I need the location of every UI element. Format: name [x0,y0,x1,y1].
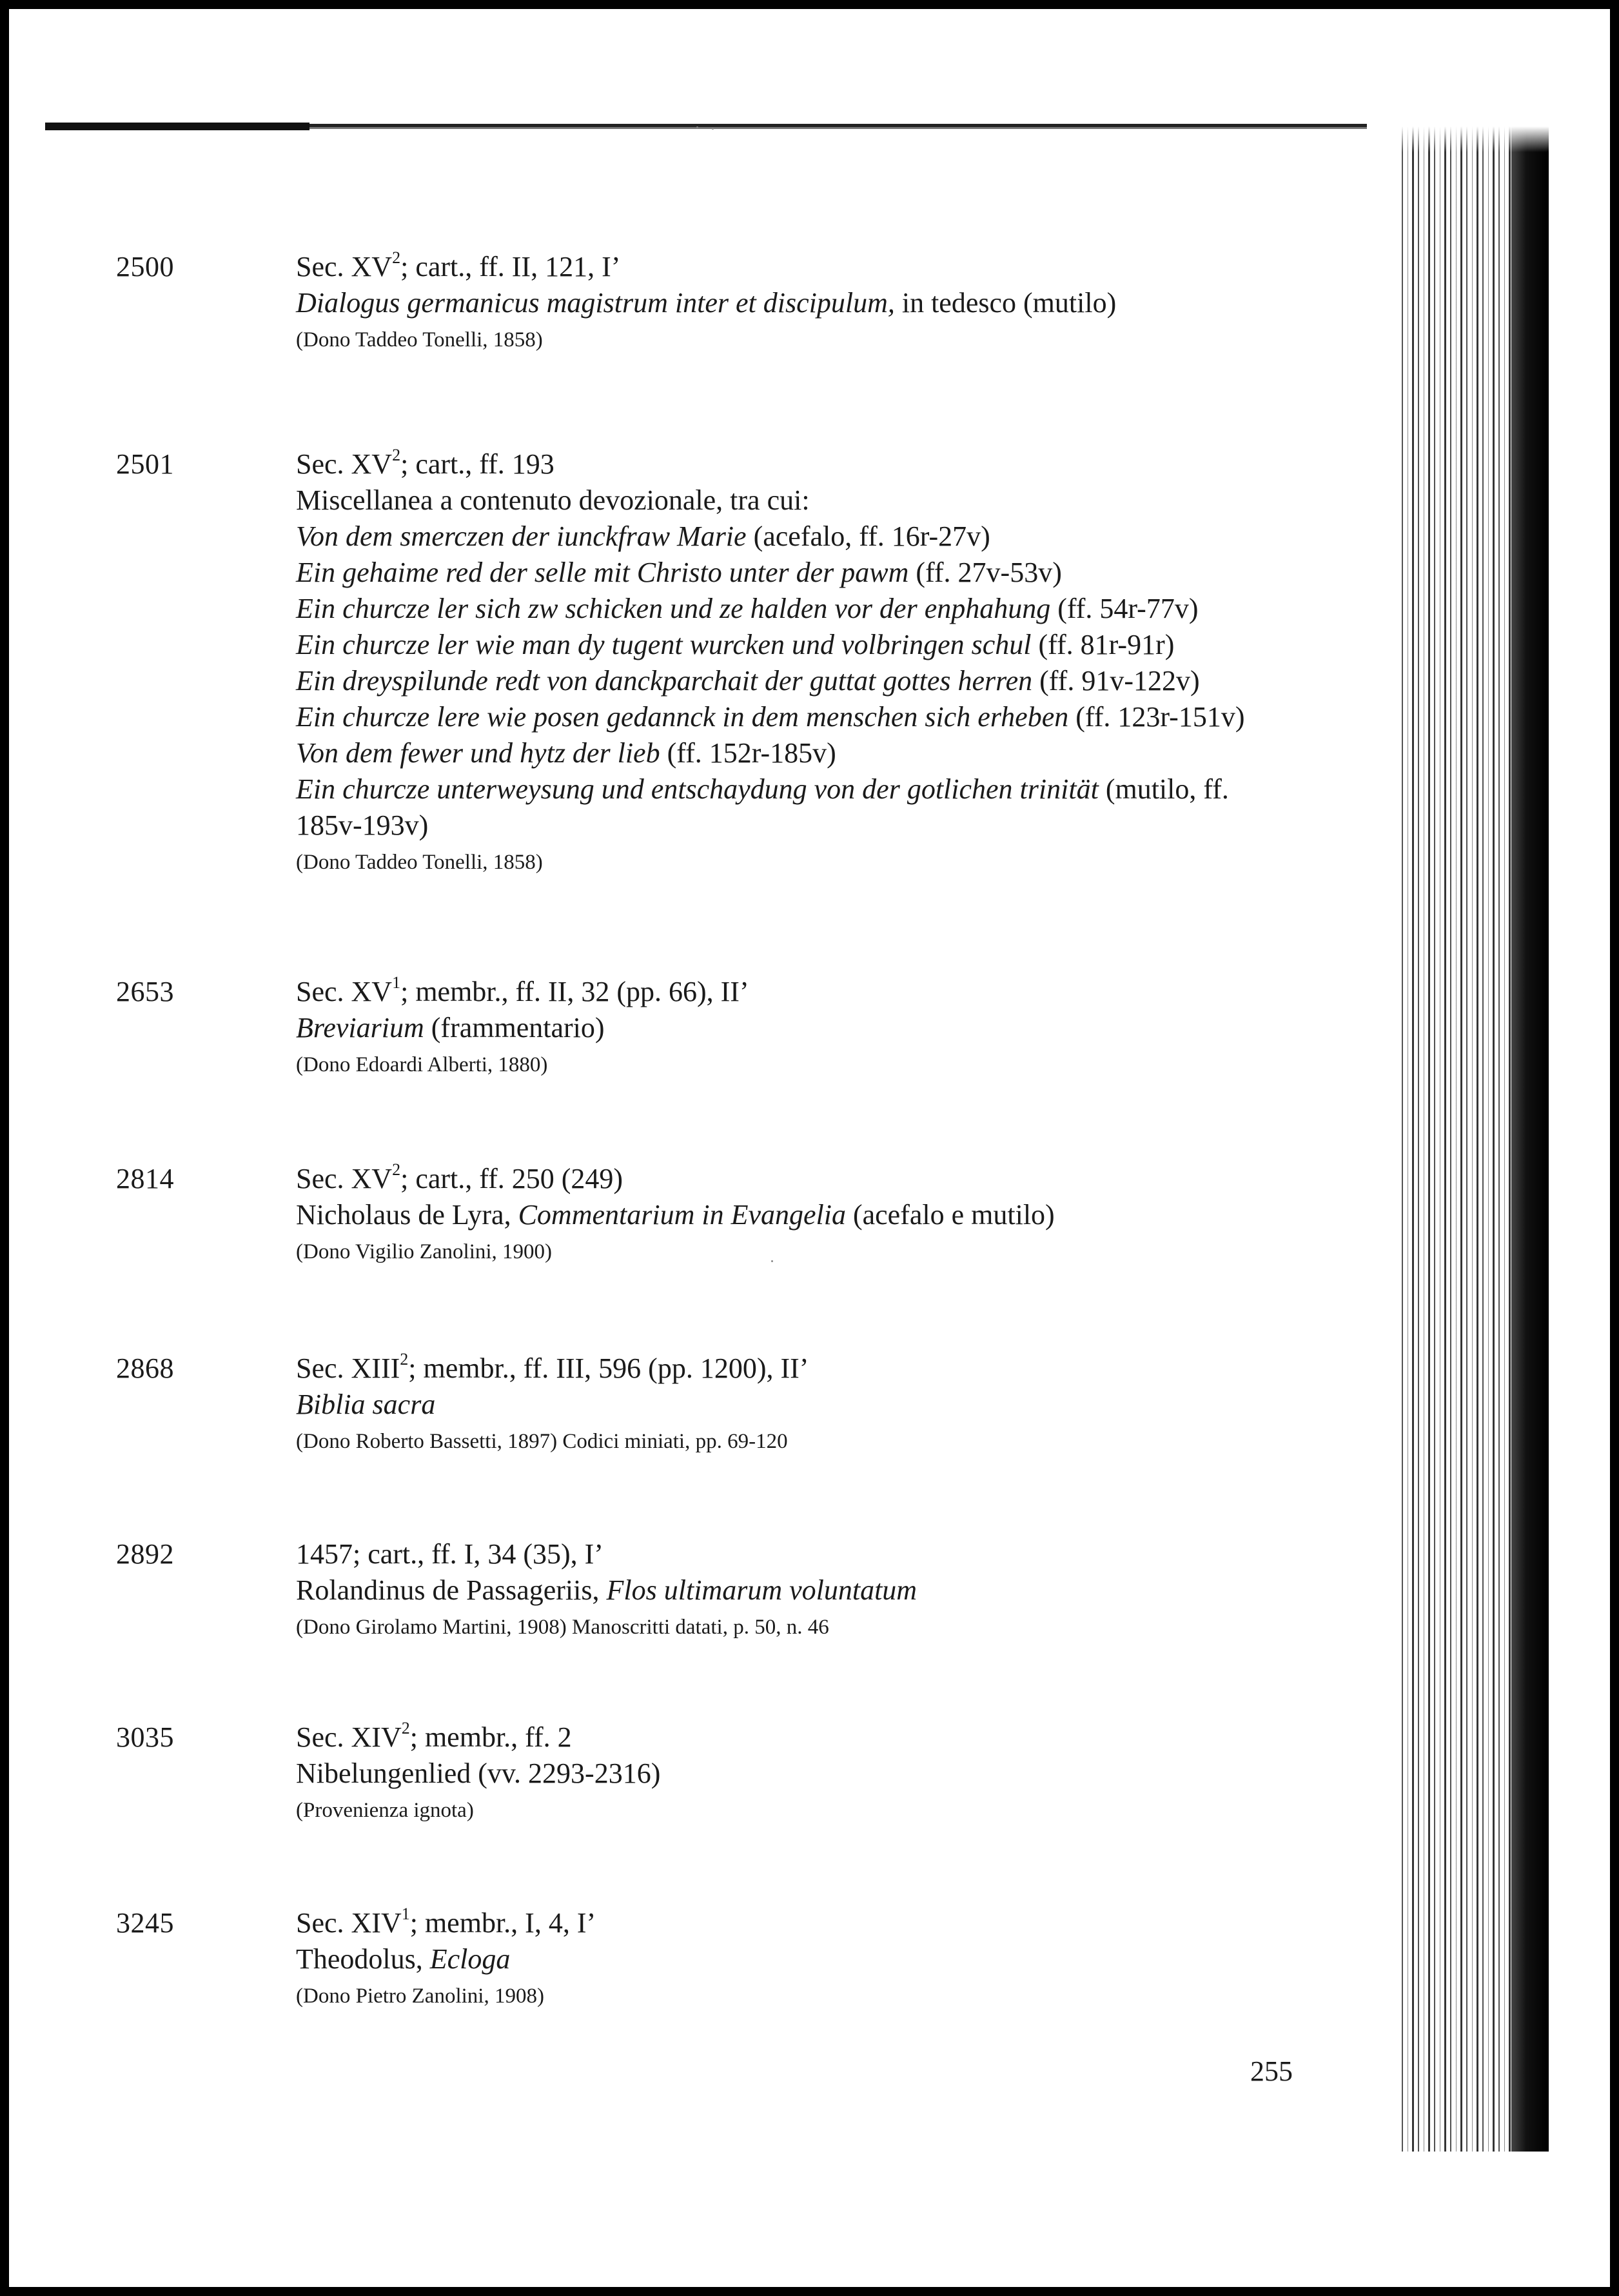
entry-header: Sec. XIII$^2$; membr., ff. III, 596 (pp. 1200), II’ [296,1350,809,1384]
provenance: (Dono Roberto Bassetti, 1897) Codici miniati, pp. 69-120 [296,1430,788,1453]
entry-line: Nibelungenlied (vv. 2293-2316) [296,1757,661,1789]
entry-line: Ein churcze lere wie posen gedannck in dem menschen sich erheben (ff. 123r-151v) [296,701,1245,733]
entry-body [296,1161,1302,1268]
catalogue-entries [9,9,1389,2287]
shelfmark: 2814 [116,1163,174,1194]
entry-line: Ein churcze ler wie man dy tugent wurcken und volbringen schul (ff. 81r-91r) [296,629,1175,660]
shelfmark: 2892 [116,1538,174,1570]
entry-body [296,1719,1302,1826]
shelfmark: 3035 [116,1721,174,1753]
provenance: (Dono Vigilio Zanolini, 1900) [296,1240,553,1263]
entry-header: Sec. $XV^2$; cart., ff. 250 (249) [296,1160,623,1194]
entry-body [296,1351,1302,1458]
book-edge-dark [1511,126,1549,2152]
entry-line: Theodolus, Ecloga [296,1943,511,1975]
entry-line: Ein gehaime red der selle mit Christo unter der pawm (ff. 27v-53v) [296,557,1062,588]
shelfmark: 3245 [116,1907,174,1939]
entry-line: Ein dreyspilunde redt von danckparchait der guttat gottes herren (ff. 91v-122v) [296,665,1200,697]
entry-header: Sec. $XV^2$; cart., ff. 193 [296,446,554,480]
scanned-page [9,9,1610,2287]
entry-line: Von dem smerczen der iunckfraw Marie (acefalo, ff. 16r-27v) [296,520,990,552]
provenance: (Dono Edoardi Alberti, 1880) [296,1053,548,1076]
shelfmark: 2868 [116,1352,174,1384]
entry-line: Breviarium (frammentario) [296,1012,605,1044]
entry-body [296,446,1302,878]
provenance: (Provenienza ignota) [296,1799,474,1822]
scan-speck [771,1260,773,1262]
shelfmark: 2653 [116,976,174,1007]
entry-header: Sec. $XV^2$; cart., ff. II, 121, I’ [296,248,621,282]
entry-line: 185v-193v) [296,809,429,841]
entry-line: Rolandinus de Passageriis, Flos ultimarum voluntatum [296,1574,917,1606]
entry-line: Miscellanea a contenuto devozionale, tra cui: [296,484,810,516]
entry-header: 1457; cart., ff. I, 34 (35), I’ [296,1538,603,1570]
entry-line: Von dem fewer und hytz der lieb (ff. 152r-185v) [296,737,836,769]
provenance: (Dono Taddeo Tonelli, 1858) [296,851,543,874]
page-number: 255 [1250,2055,1293,2087]
entry-line: Ein churcze unterweysung und entschaydung von der gotlichen trinität (mutilo, ff. [296,773,1229,805]
shelfmark: 2501 [116,448,174,480]
entry-line: Nicholaus de Lyra, Commentarium in Evangelia (acefalo e mutilo) [296,1199,1055,1231]
entry-body [296,1905,1302,2012]
entry-line: Biblia sacra [296,1389,436,1420]
entry-line: Dialogus germanicus magistrum inter et discipulum, in tedesco (mutilo) [296,287,1117,319]
provenance: (Dono Pietro Zanolini, 1908) [296,1984,544,2008]
entry-body [296,974,1302,1081]
book-edge-top [1389,126,1550,152]
entry-line: Ein churcze ler sich zw schicken und ze halden vor der enphahung (ff. 54r-77v) [296,593,1199,624]
provenance: (Dono Taddeo Tonelli, 1858) [296,328,543,351]
scan-speck [696,126,698,128]
entry-header: Sec. XIV$^2$; membr., ff. 2 [296,1719,572,1753]
entry-body [296,1536,1302,1643]
entry-body [296,249,1302,356]
entry-header: Sec. $XV^1$; membr., ff. II, 32 (pp. 66), II’ [296,973,749,1007]
scan-speck [712,128,714,130]
entry-header: Sec. XIV$^1$; membr., I, 4, I’ [296,1905,596,1939]
provenance: (Dono Girolamo Martini, 1908) Manoscritti datati, p. 50, n. 46 [296,1616,829,1639]
shelfmark: 2500 [116,251,174,282]
